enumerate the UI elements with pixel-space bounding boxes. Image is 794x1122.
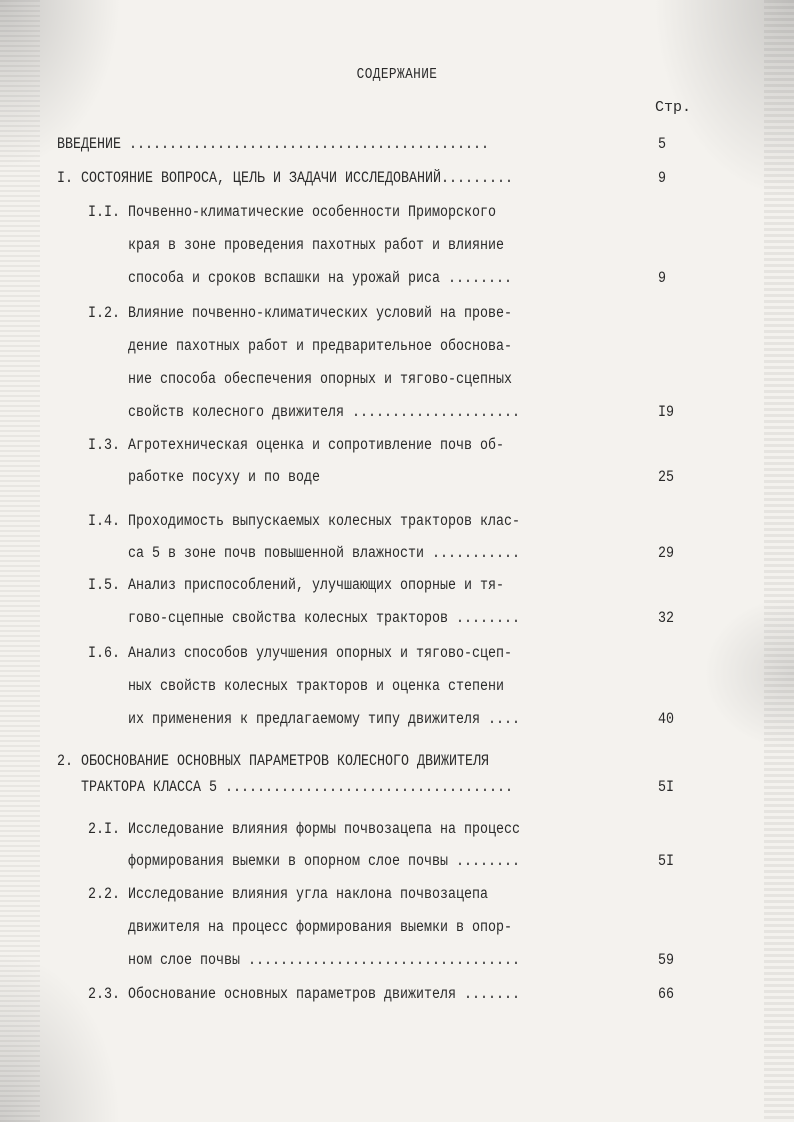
toc-line: 2. ОБОСНОВАНИЕ ОСНОВНЫХ ПАРАМЕТРОВ КОЛЕСНОГО ДВИЖИТЕЛЯ xyxy=(57,752,489,770)
toc-line: гово-сцепные свойства колесных тракторов ........ xyxy=(88,609,520,627)
toc-line: дение пахотных работ и предварительное обоснова- xyxy=(88,337,512,355)
toc-line: ных свойств колесных тракторов и оценка степени xyxy=(88,677,504,695)
toc-page-number: 9 xyxy=(658,169,667,187)
toc-page-number: 40 xyxy=(658,710,675,728)
toc-line: формирования выемки в опорном слое почвы ........ xyxy=(88,852,520,870)
toc-page-number: 5I xyxy=(658,852,675,870)
toc-line: работке посуху и по воде xyxy=(88,468,320,486)
toc-line: ВВЕДЕНИЕ ............................................. xyxy=(57,135,489,153)
toc-page-number: 5 xyxy=(658,135,667,153)
toc-page-number: 32 xyxy=(658,609,675,627)
toc-page-number: 5I xyxy=(658,778,675,796)
toc-line: са 5 в зоне почв повышенной влажности ........... xyxy=(88,544,520,562)
toc-line: движителя на процесс формирования выемки в опор- xyxy=(88,918,512,936)
toc-page-number: 59 xyxy=(658,951,675,969)
toc-line: ние способа обеспечения опорных и тягово-сцепных xyxy=(88,370,512,388)
toc-line: I.I. Почвенно-климатические особенности Приморского xyxy=(88,203,496,221)
toc-line: I.6. Анализ способов улучшения опорных и тягово-сцеп- xyxy=(88,644,512,662)
toc-page-number: 29 xyxy=(658,544,675,562)
toc-line: I.4. Проходимость выпускаемых колесных тракторов клас- xyxy=(88,512,520,530)
toc-line: 2.2. Исследование влияния угла наклона почвозацепа xyxy=(88,885,488,903)
toc-line: ном слое почвы .................................. xyxy=(88,951,520,969)
toc-line: способа и сроков вспашки на урожай риса ........ xyxy=(88,269,512,287)
toc-page-number: 66 xyxy=(658,985,675,1003)
toc-line: ТРАКТОРА КЛАССА 5 .................................... xyxy=(57,778,513,796)
toc-line: I.5. Анализ приспособлений, улучшающих опорные и тя- xyxy=(88,576,504,594)
scan-edge-right xyxy=(764,0,794,1122)
toc-page-number: 9 xyxy=(658,269,667,287)
toc-line: края в зоне проведения пахотных работ и влияние xyxy=(88,236,504,254)
toc-line: их применения к предлагаемому типу движителя .... xyxy=(88,710,520,728)
toc-line: свойств колесного движителя ..................... xyxy=(88,403,520,421)
page-title: СОДЕРЖАНИЕ xyxy=(356,66,438,83)
toc-line: I.3. Агротехническая оценка и сопротивление почв об- xyxy=(88,436,504,454)
toc-line: 2.3. Обоснование основных параметров движителя ....... xyxy=(88,985,520,1003)
toc-line: 2.I. Исследование влияния формы почвозацепа на процесс xyxy=(88,820,520,838)
toc-page-number: 25 xyxy=(658,468,675,486)
toc-line: I.2. Влияние почвенно-климатических условий на прове- xyxy=(88,304,512,322)
toc-line: I. СОСТОЯНИЕ ВОПРОСА, ЦЕЛЬ И ЗАДАЧИ ИССЛЕДОВАНИЙ......... xyxy=(57,169,513,187)
toc-page-number: I9 xyxy=(658,403,675,421)
page-column-header: Стр. xyxy=(655,99,692,116)
scan-edge-left xyxy=(0,0,40,1122)
